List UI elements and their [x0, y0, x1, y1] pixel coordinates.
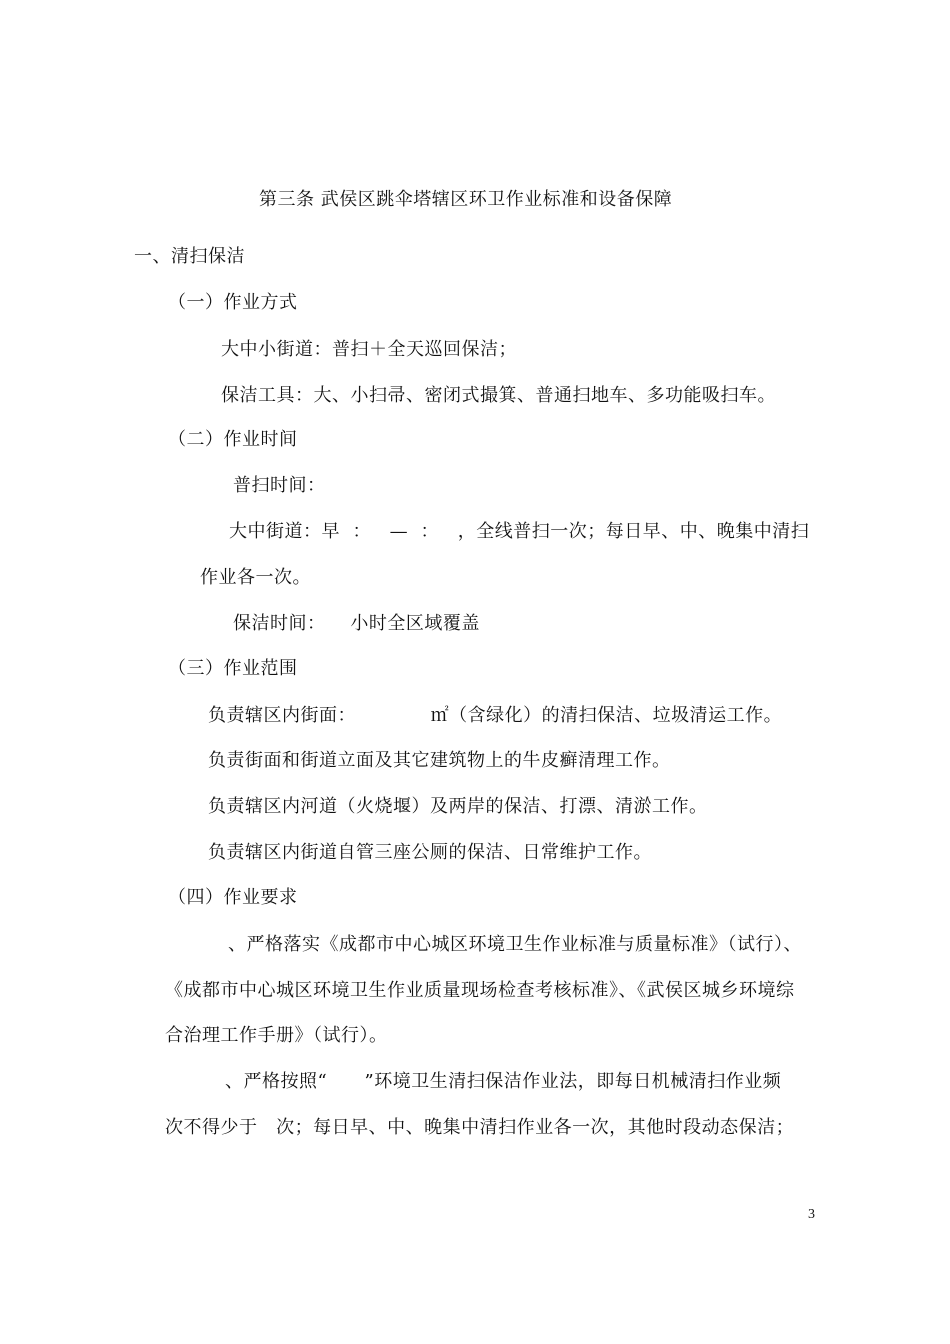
paragraph-line: 《成都市中心城区环境卫生作业质量现场检查考核标准》、《武侯区城乡环境综	[165, 980, 795, 1001]
page-number: 3	[808, 1207, 815, 1222]
subheading-work-time: （二）作业时间	[168, 429, 298, 450]
paragraph-line: 大中小街道：普扫＋全天巡回保洁；	[221, 339, 517, 360]
paragraph-line: 负责街面和街道立面及其它建筑物上的牛皮癣清理工作。	[208, 750, 671, 771]
paragraph-line: 负责辖区内街面： ㎡（含绿化）的清扫保洁、垃圾清运工作。	[208, 705, 783, 726]
paragraph-line: 负责辖区内街道自管三座公厕的保洁、日常维护工作。	[208, 842, 652, 863]
subheading-work-method: （一）作业方式	[168, 292, 298, 313]
paragraph-line: 负责辖区内河道（火烧堰）及两岸的保洁、打漂、清淤工作。	[208, 796, 708, 817]
paragraph-line: 大中街道：早 ： — ： ，全线普扫一次；每日早、中、晚集中清扫	[229, 521, 810, 542]
paragraph-line: 保洁工具：大、小扫帚、密闭式撮箕、普通扫地车、多功能吸扫车。	[221, 385, 776, 406]
section-heading-cleaning: 一、清扫保洁	[134, 246, 245, 267]
paragraph-line: 作业各一次。	[200, 567, 311, 588]
subheading-work-requirements: （四）作业要求	[168, 887, 298, 908]
paragraph-line: 普扫时间：	[233, 475, 326, 496]
paragraph-line: 、严格按照“ ”环境卫生清扫保洁作业法，即每日机械清扫作业频	[225, 1071, 782, 1092]
paragraph-line: 、严格落实《成都市中心城区环境卫生作业标准与质量标准》（试行）、	[228, 934, 802, 955]
paragraph-line: 次不得少于 次；每日早、中、晚集中清扫作业各一次，其他时段动态保洁；	[165, 1117, 795, 1138]
paragraph-line: 合治理工作手册》（试行）。	[165, 1025, 388, 1046]
subheading-work-scope: （三）作业范围	[168, 658, 298, 679]
page-title: 第三条 武侯区跳伞塔辖区环卫作业标准和设备保障	[259, 189, 673, 210]
paragraph-line: 保洁时间： 小时全区域覆盖	[233, 613, 480, 634]
